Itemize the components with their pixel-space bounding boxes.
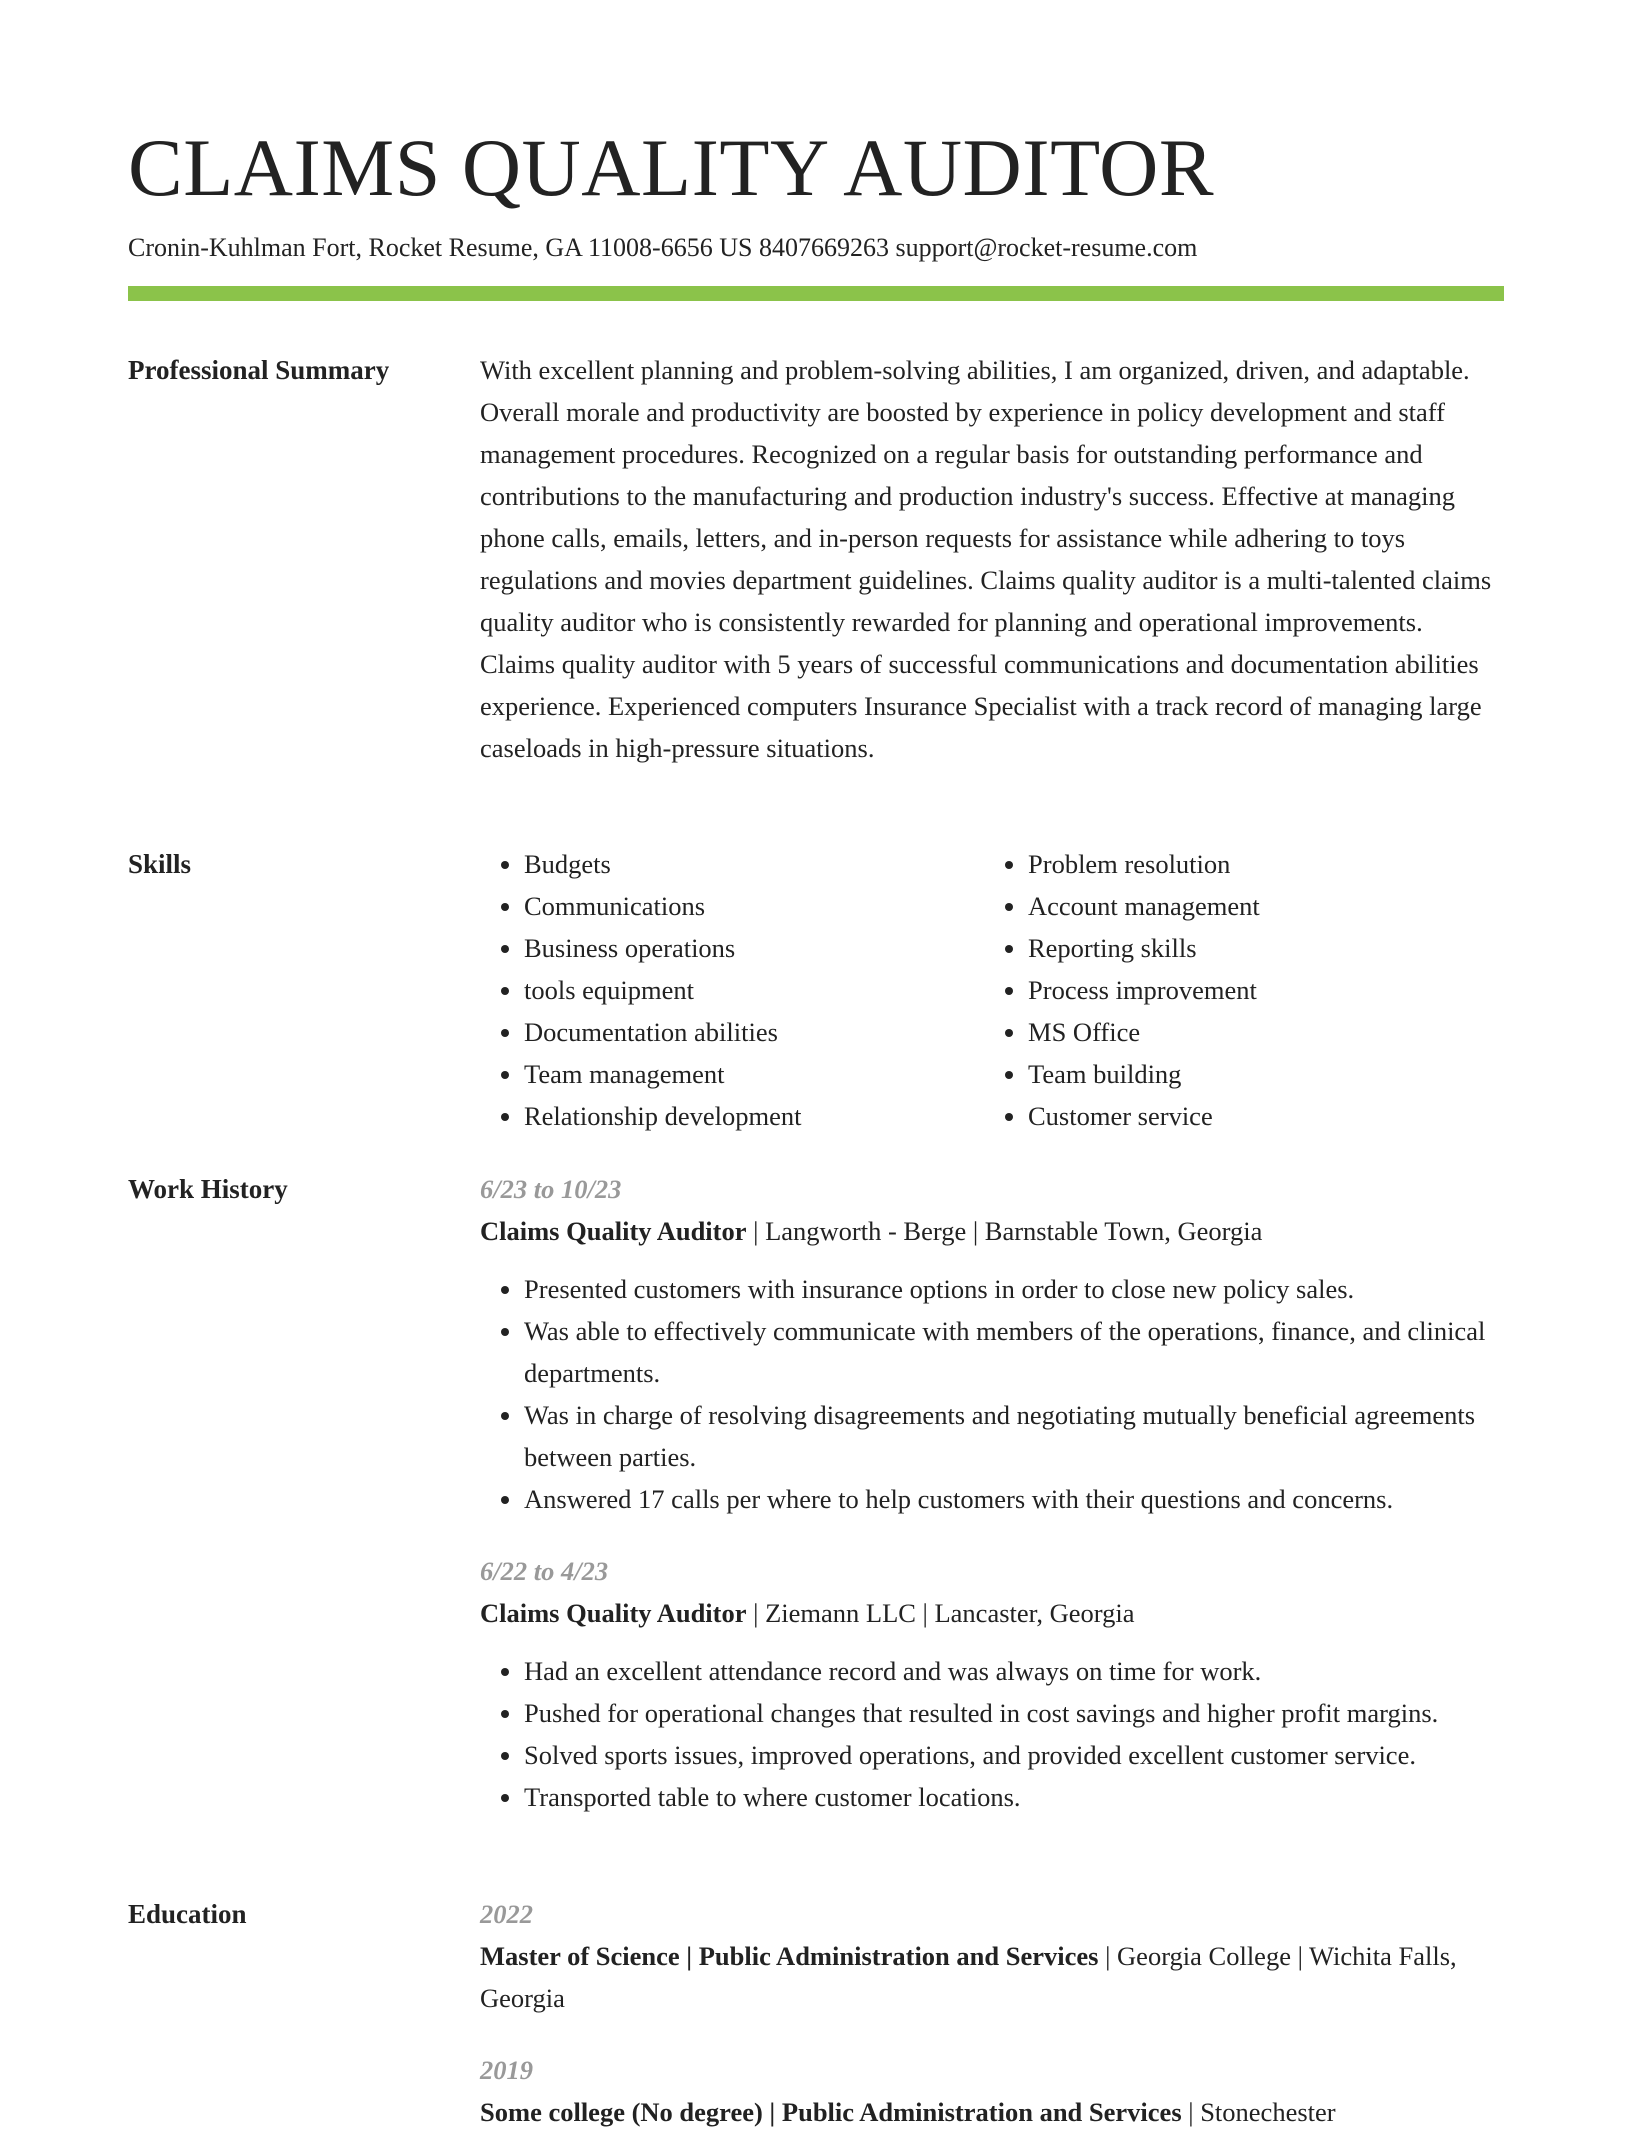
skill-item: • Budgets	[524, 843, 984, 885]
education-heading: Education	[128, 1899, 247, 1929]
education-entry	[480, 2049, 1504, 2133]
skill-item: • tools equipment	[524, 969, 984, 1011]
summary-heading: Professional Summary	[128, 355, 390, 385]
job-role-line	[480, 1592, 1504, 1634]
skill-item: • Business operations	[524, 927, 984, 969]
job-title: Claims Quality Auditor	[480, 1598, 747, 1628]
job-bullet: • Had an excellent attendance record and was always on time for work.	[524, 1650, 1504, 1692]
job-dates: 6/23 to 10/23	[480, 1174, 622, 1204]
job-title: Claims Quality Auditor	[480, 1216, 747, 1246]
job-dates: 6/22 to 4/23	[480, 1556, 609, 1586]
education-line	[480, 2091, 1504, 2133]
job-entry	[480, 1168, 1504, 1520]
skill-item: • Documentation abilities	[524, 1011, 984, 1053]
skills-list-right	[984, 843, 1488, 1137]
job-bullet: • Was able to effectively communicate with members of the operations, finance, and clinical departments.	[524, 1310, 1504, 1394]
education-entry	[480, 1893, 1504, 2019]
skill-item: • Problem resolution	[1028, 843, 1488, 885]
skill-item: • Customer service	[1028, 1095, 1488, 1137]
job-role-line	[480, 1210, 1504, 1252]
skill-item: • Relationship development	[524, 1095, 984, 1137]
job-entry	[480, 1550, 1504, 1818]
skill-item: • Process improvement	[1028, 969, 1488, 1011]
work-history-section	[480, 1168, 1504, 1818]
job-bullet: • Pushed for operational changes that resulted in cost savings and higher profit margins.	[524, 1692, 1504, 1734]
skill-item: • Communications	[524, 885, 984, 927]
skills-list-left	[480, 843, 984, 1137]
education-degree: Some college (No degree) | Public Administration and Services	[480, 2097, 1182, 2127]
job-bullet: • Answered 17 calls per where to help customers with their questions and concerns.	[524, 1478, 1504, 1520]
education-year: 2022	[480, 1899, 533, 1929]
education-line	[480, 1935, 1504, 2019]
accent-divider	[128, 286, 1504, 301]
job-bullets	[480, 1268, 1504, 1520]
job-bullets	[480, 1650, 1504, 1818]
education-degree: Master of Science | Public Administration and Services	[480, 1941, 1099, 1971]
skill-item: • Team building	[1028, 1053, 1488, 1095]
skill-item: • Account management	[1028, 885, 1488, 927]
skill-item: • MS Office	[1028, 1011, 1488, 1053]
skill-item: • Reporting skills	[1028, 927, 1488, 969]
education-year: 2019	[480, 2055, 533, 2085]
job-bullet: • Presented customers with insurance options in order to close new policy sales.	[524, 1268, 1504, 1310]
job-bullet: • Transported table to where customer locations.	[524, 1776, 1504, 1818]
education-section	[480, 1893, 1504, 2133]
resume-title: CLAIMS QUALITY AUDITOR	[128, 122, 1215, 213]
contact-line: Cronin-Kuhlman Fort, Rocket Resume, GA 11008-6656 US 8407669263 support@rocket-resume.com	[128, 233, 1198, 262]
education-school: | Georgia College | Wichita Falls, Georgia	[480, 1941, 1457, 2013]
job-employer-location: | Langworth - Berge | Barnstable Town, Georgia	[746, 1216, 1263, 1246]
job-bullet: • Was in charge of resolving disagreements and negotiating mutually beneficial agreements between parties.	[524, 1394, 1504, 1478]
summary-text: With excellent planning and problem-solving abilities, I am organized, driven, and adaptable. Overall morale and productivity are boosted by experience in policy development and staff management procedures. Recognized on a regular basis for outstanding performance and contributions to the manufacturing and production industry's success. Effective at managing phone calls, emails, letters, and in-person requests for assistance while adhering to toys regulations and movies department guidelines. Claims quality auditor is a multi-talented claims quality auditor who is consistently rewarded for planning and operational improvements. Claims quality auditor with 5 years of successful communications and documentation abilities experience. Experienced computers Insurance Specialist with a track record of managing large caseloads in high-pressure situations.	[480, 355, 1492, 763]
skills-heading: Skills	[128, 849, 192, 879]
summary-section	[480, 349, 1504, 769]
education-school: | Stonechester	[1181, 2097, 1336, 2127]
job-employer-location: | Ziemann LLC | Lancaster, Georgia	[746, 1598, 1135, 1628]
skill-item: • Team management	[524, 1053, 984, 1095]
job-bullet: • Solved sports issues, improved operations, and provided excellent customer service.	[524, 1734, 1504, 1776]
skills-section	[480, 843, 1504, 1137]
work-history-heading: Work History	[128, 1174, 288, 1204]
